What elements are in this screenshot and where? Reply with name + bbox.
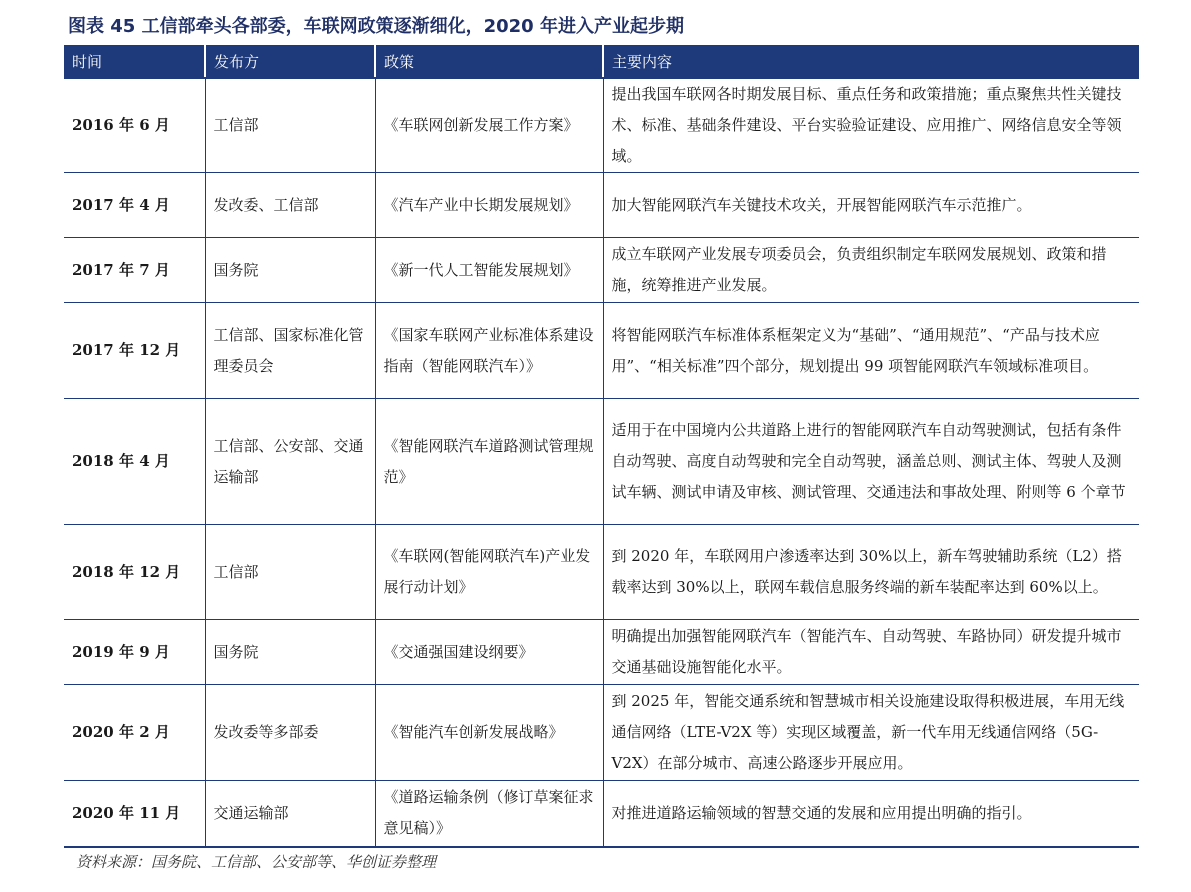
cell-time: 2017 年 7 月 [64, 238, 205, 303]
header-policy: 政策 [375, 45, 603, 78]
cell-content: 明确提出加强智能网联汽车（智能汽车、自动驾驶、车路协同）研发提升城市交通基础设施智能化水平。 [603, 620, 1139, 685]
cell-content: 加大智能网联汽车关键技术攻关，开展智能网联汽车示范推广。 [603, 173, 1139, 238]
header-time: 时间 [64, 45, 205, 78]
policy-table [64, 45, 1139, 848]
cell-content: 对推进道路运输领域的智慧交通的发展和应用提出明确的指引。 [603, 781, 1139, 847]
cell-policy: 《智能网联汽车道路测试管理规范》 [375, 399, 603, 525]
cell-issuer: 工信部 [205, 78, 375, 173]
figure-title: 图表 45 工信部牵头各部委，车联网政策逐渐细化，2020 年进入产业起步期 [68, 16, 684, 37]
table-row [64, 78, 1139, 173]
cell-policy: 《国家车联网产业标准体系建设指南（智能网联汽车）》 [375, 303, 603, 399]
header-issuer: 发布方 [205, 45, 375, 78]
cell-issuer: 工信部、国家标准化管理委员会 [205, 303, 375, 399]
cell-issuer: 国务院 [205, 238, 375, 303]
cell-policy: 《交通强国建设纲要》 [375, 620, 603, 685]
cell-issuer: 工信部、公安部、交通运输部 [205, 399, 375, 525]
table-header-row [64, 45, 1139, 78]
cell-content: 成立车联网产业发展专项委员会，负责组织制定车联网发展规划、政策和措施，统筹推进产业发展。 [603, 238, 1139, 303]
cell-content: 到 2025 年，智能交通系统和智慧城市相关设施建设取得积极进展，车用无线通信网络（LTE-V2X 等）实现区域覆盖，新一代车用无线通信网络（5G-V2X）在部分城市、高速公路逐步开展应用。 [603, 685, 1139, 781]
cell-issuer: 交通运输部 [205, 781, 375, 847]
cell-issuer: 发改委等多部委 [205, 685, 375, 781]
table-row [64, 620, 1139, 685]
table-row [64, 685, 1139, 781]
cell-time: 2019 年 9 月 [64, 620, 205, 685]
cell-policy: 《智能汽车创新发展战略》 [375, 685, 603, 781]
cell-time: 2016 年 6 月 [64, 78, 205, 173]
cell-issuer: 国务院 [205, 620, 375, 685]
source-note: 资料来源：国务院、工信部、公安部等、华创证券整理 [76, 853, 437, 871]
cell-policy: 《车联网(智能网联汽车)产业发展行动计划》 [375, 525, 603, 620]
table-row [64, 525, 1139, 620]
cell-content: 提出我国车联网各时期发展目标、重点任务和政策措施；重点聚焦共性关键技术、标准、基础条件建设、平台实验验证建设、应用推广、网络信息安全等领域。 [603, 78, 1139, 173]
cell-time: 2020 年 2 月 [64, 685, 205, 781]
cell-policy: 《新一代人工智能发展规划》 [375, 238, 603, 303]
cell-time: 2018 年 12 月 [64, 525, 205, 620]
cell-content: 适用于在中国境内公共道路上进行的智能网联汽车自动驾驶测试，包括有条件自动驾驶、高度自动驾驶和完全自动驾驶，涵盖总则、测试主体、驾驶人及测试车辆、测试申请及审核、测试管理、交通违法和事故处理、附则等 6 个章节 [603, 399, 1139, 525]
table-row [64, 238, 1139, 303]
cell-policy: 《汽车产业中长期发展规划》 [375, 173, 603, 238]
cell-time: 2017 年 12 月 [64, 303, 205, 399]
cell-time: 2020 年 11 月 [64, 781, 205, 847]
cell-policy: 《车联网创新发展工作方案》 [375, 78, 603, 173]
table-row [64, 781, 1139, 847]
cell-time: 2017 年 4 月 [64, 173, 205, 238]
cell-time: 2018 年 4 月 [64, 399, 205, 525]
cell-policy: 《道路运输条例（修订草案征求意见稿）》 [375, 781, 603, 847]
cell-issuer: 工信部 [205, 525, 375, 620]
cell-content: 将智能网联汽车标准体系框架定义为“基础”、“通用规范”、“产品与技术应用”、“相关标准”四个部分，规划提出 99 项智能网联汽车领域标准项目。 [603, 303, 1139, 399]
table-row [64, 399, 1139, 525]
table-row [64, 173, 1139, 238]
cell-content: 到 2020 年，车联网用户渗透率达到 30%以上，新车驾驶辅助系统（L2）搭载率达到 30%以上，联网车载信息服务终端的新车装配率达到 60%以上。 [603, 525, 1139, 620]
table-row [64, 303, 1139, 399]
header-content: 主要内容 [603, 45, 1139, 78]
cell-issuer: 发改委、工信部 [205, 173, 375, 238]
